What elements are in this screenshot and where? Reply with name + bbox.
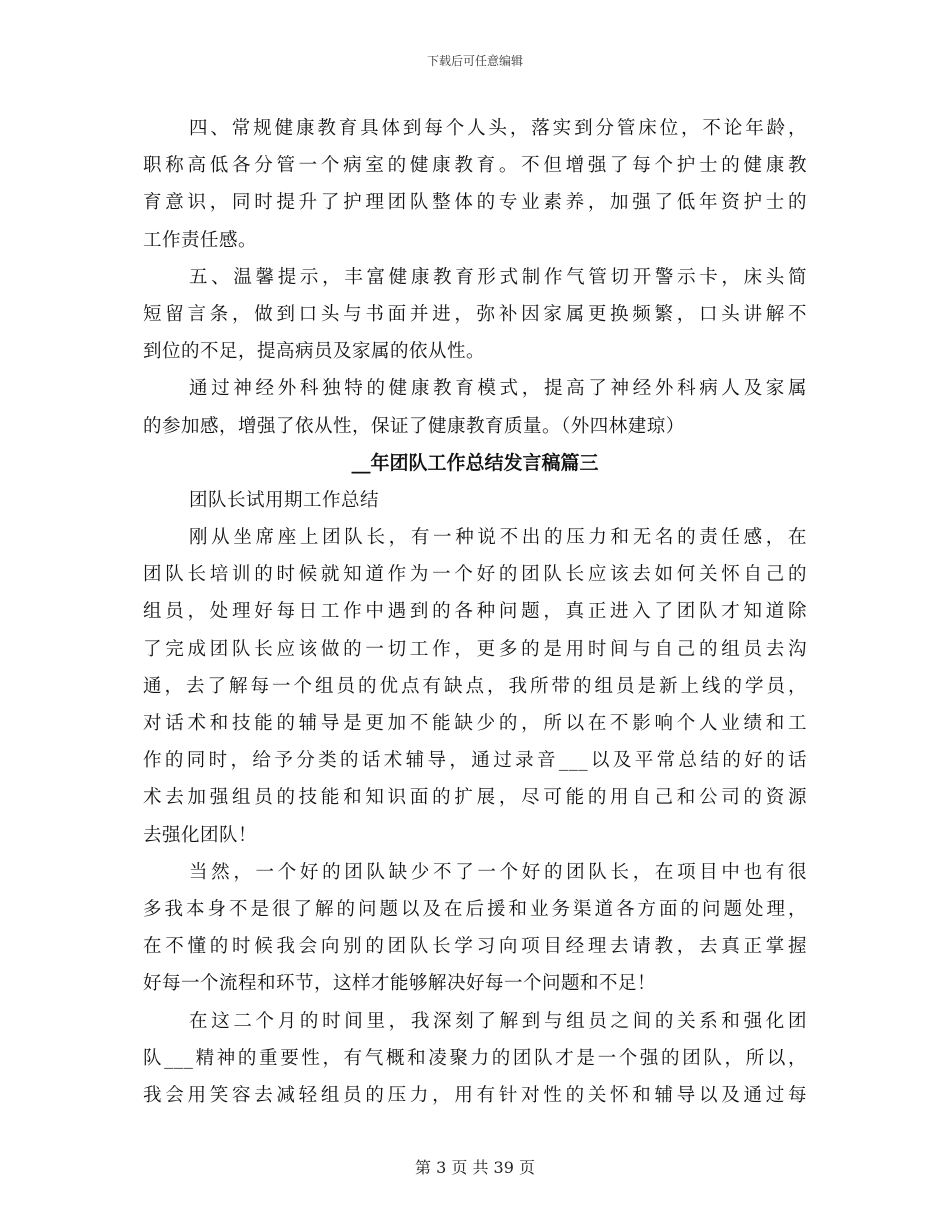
paragraph-line: 好每一个流程和环节，这样才能够解决好每一个问题和不足！ [143,973,657,995]
subheading: 团队长试用期工作总结 [189,489,380,511]
paragraph-line: 职称高低各分管一个病室的健康教育。不但增强了每个护士的健康教 [143,155,807,177]
paragraph-line: 到位的不足，提高病员及家属的依从性。 [143,341,486,363]
paragraph-line: 去强化团队！ [143,824,258,846]
paragraph-line: 工作责任感。 [143,229,258,251]
page-footer: 第 3 页 共 39 页 [415,1158,535,1177]
paragraph-line: 通，去了解每一个组员的优点有缺点，我所带的组员是新上线的学员， [143,675,807,697]
paragraph-line: 育意识，同时提升了护理团队整体的专业素养，加强了低年资护士的 [143,192,807,214]
paragraph-line: 短留言条，做到口头与书面并进，弥补因家属更换频繁，口头讲解不 [143,303,807,325]
paragraph-line: 通过神经外科独特的健康教育模式，提高了神经外科病人及家属 [189,378,807,400]
paragraph-line: 多我本身不是很了解的问题以及在后援和业务渠道各方面的问题处理， [143,898,807,920]
paragraph-line: 作的同时，给予分类的话术辅导，通过录音___以及平常总结的好的话 [143,750,807,772]
paragraph-line: 了完成团队长应该做的一切工作，更多的是用时间与自己的组员去沟 [143,638,807,660]
paragraph-line: 刚从坐席座上团队长，有一种说不出的压力和无名的责任感，在 [189,527,807,549]
paragraph-line: 组员，处理好每日工作中遇到的各种问题，真正进入了团队才知道除 [143,601,807,623]
paragraph-line: 四、常规健康教育具体到每个人头，落实到分管床位，不论年龄， [189,118,807,139]
paragraph-line: 术去加强组员的技能和知识面的扩展，尽可能的用自己和公司的资源 [143,787,807,809]
paragraph-line: 在不懂的时候我会向别的团队长学习向项目经理去请教，去真正掌握 [143,936,807,958]
paragraph-line: 对话术和技能的辅导是更加不能缺少的，所以在不影响个人业绩和工 [143,713,807,734]
paragraph-line: 我会用笑容去减轻组员的压力，用有针对性的关怀和辅导以及通过每 [143,1084,807,1106]
section-title: __年团队工作总结发言稿篇三 [351,451,599,474]
paragraph-line: 五、温馨提示，丰富健康教育形式制作气管切开警示卡，床头简 [189,266,807,288]
paragraph-line: 在这二个月的时间里，我深刻了解到与组员之间的关系和强化团 [189,1010,807,1032]
page-header: 下载后可任意编辑 [426,54,523,68]
paragraph-line: 队___精神的重要性，有气概和凌聚力的团队才是一个强的团队，所以， [143,1047,807,1069]
document-body [143,110,807,1114]
paragraph-line: 的参加感，增强了依从性，保证了健康教育质量。（外四林建琼） [143,415,685,437]
paragraph-line: 当然，一个好的团队缺少不了一个好的团队长，在项目中也有很 [189,861,807,883]
paragraph-line: 团队长培训的时候就知道作为一个好的团队长应该去如何关怀自己的 [143,564,807,586]
